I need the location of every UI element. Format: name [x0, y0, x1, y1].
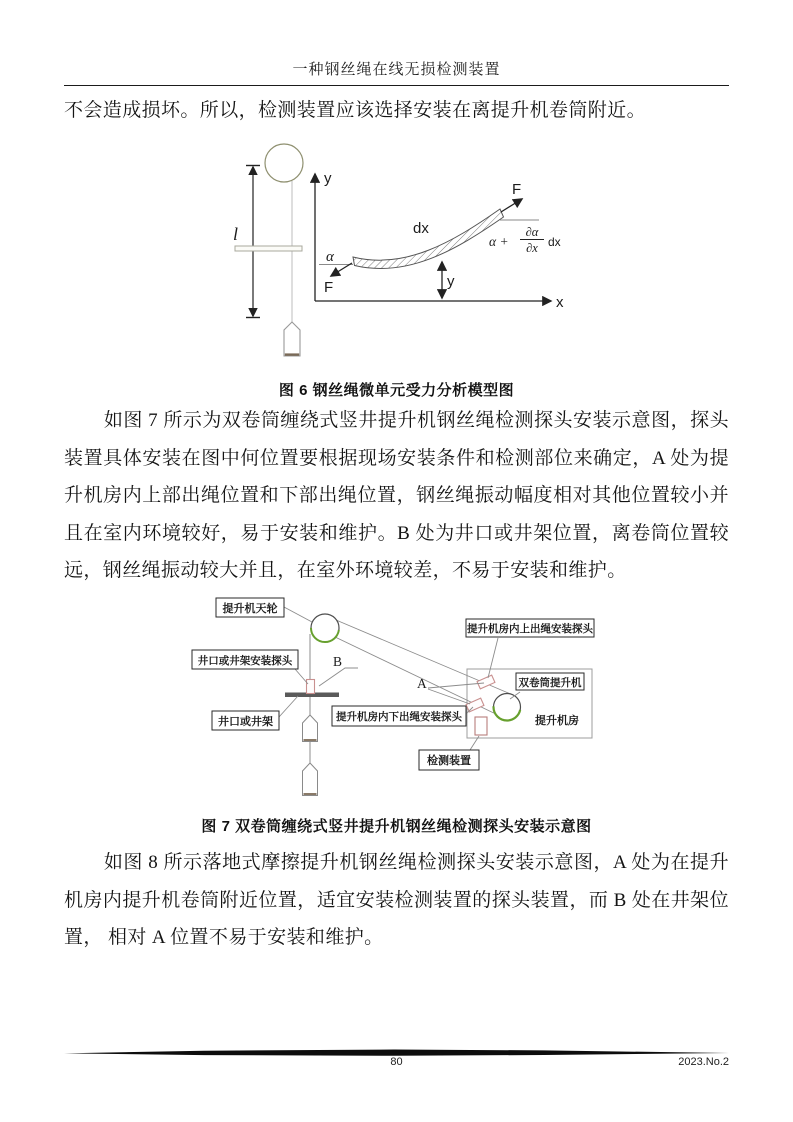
wellhead-probe-label: 井口或井架安装探头 [197, 655, 293, 667]
issue-label: 2023.No.2 [678, 1056, 729, 1068]
figure-7-caption: 图 7 双卷筒缠绕式竖井提升机钢丝绳检测探头安装示意图 [201, 818, 592, 835]
hoist-room-label: 提升机房 [535, 715, 579, 727]
alpha-increment-expression [489, 225, 561, 255]
y-axis-label: y [324, 170, 332, 187]
force-diagram [315, 170, 564, 311]
detector-rect [475, 717, 487, 735]
paragraph-1: 不会造成损坏。所以，检测装置应该选择安装在离提升机卷筒附近。 [64, 100, 647, 121]
rope-pendulum-sketch [233, 144, 303, 356]
height-label: y [447, 273, 455, 290]
wellhead-label: 井口或井架 [218, 716, 273, 728]
header-title: 一种钢丝绳在线无损检测装置 [292, 62, 501, 78]
force-right-label: F [512, 181, 522, 198]
x-axis-label: x [556, 294, 564, 311]
length-label: l [233, 224, 239, 244]
upper-rope-probe-label: 提升机房内上出绳安装探头 [467, 623, 593, 635]
force-right-arrow [501, 199, 522, 212]
figure-6 [195, 136, 580, 368]
point-b-label: B [333, 654, 343, 669]
dx-tail: dx [548, 235, 561, 249]
force-left-label: F [324, 279, 334, 296]
crossbar [235, 246, 302, 251]
rope-element-band [353, 209, 504, 269]
detector-label: 检测装置 [427, 755, 471, 767]
alpha-plus: α + [489, 234, 509, 249]
probe-b [307, 680, 315, 694]
header-rule [64, 85, 729, 86]
alpha-label: α [326, 249, 334, 265]
figure-6-caption: 图 6 钢丝绳微单元受力分析模型图 [278, 382, 515, 399]
conveyance-lower [303, 763, 318, 796]
lower-rope-probe-label: 提升机房内下出绳安装探头 [336, 711, 462, 723]
figure-7 [182, 593, 602, 805]
conveyance-upper [303, 715, 318, 742]
dx-label: dx [413, 220, 429, 237]
page-number: 80 [390, 1056, 403, 1068]
figure-7-labels [192, 598, 594, 770]
head-sheave-label: 提升机天轮 [222, 603, 278, 615]
paragraph-3: 如图 8 所示落地式摩擦提升机钢丝绳检测探头安装示意图，A 处为在提升机房内提升机卷筒附近位置，适宜安装检测装置的探头装置，而 B 处在井架位置， 相对 A 位置不易于安装和维护。 [64, 852, 729, 948]
partial-alpha: ∂α [525, 225, 539, 239]
point-a-label: A [417, 676, 427, 691]
pulley-circle [265, 144, 303, 182]
footer-rule-shape [64, 1050, 729, 1056]
weight [284, 322, 300, 356]
partial-x: ∂x [526, 241, 538, 255]
paragraph-2: 如图 7 所示为双卷筒缠绕式竖井提升机钢丝绳检测探头安装示意图，探头装置具体安装在图中何位置要根据现场安装条件和检测部位来确定，A 处为提升机房内上部出绳位置和下部出绳位置，钢丝绳振动幅度相对其他位置较小并且在室内环境较好，易于安装和维护。B 处为井口或井架位置，离卷筒位置较远，钢丝绳振动较大并且，在室外环境较差，不易于安装和维护。 [64, 410, 729, 581]
footer-rule [64, 1049, 729, 1056]
double-drum-label: 双卷筒提升机 [518, 677, 582, 689]
